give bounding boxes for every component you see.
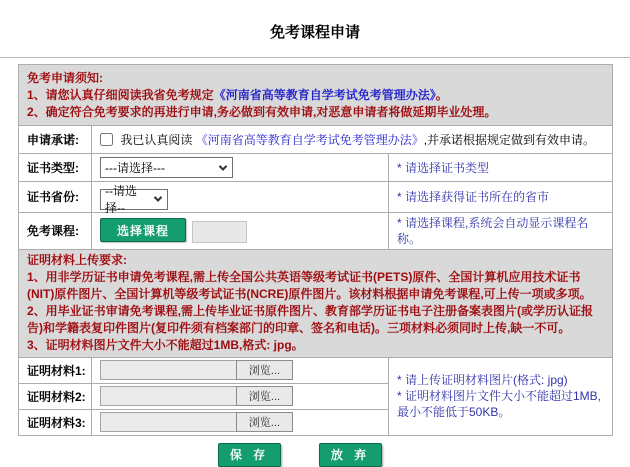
cert-province-select[interactable] [100, 184, 168, 215]
cert-type-row [19, 154, 613, 182]
page-title: 免考课程申请 [269, 24, 360, 41]
upload-hint-line-1: * 请上传证明材料图片(格式: jpg) [397, 373, 568, 387]
upload-1-file-field[interactable] [100, 360, 236, 380]
upload-3-label: 证明材料3: [19, 409, 92, 435]
cert-province-label: 证书省份: [19, 182, 92, 213]
notice-line-1: 1、请您认真仔细阅读我省免考规定《河南省高等教育自学考试免考管理办法》。 [27, 87, 448, 102]
upload-requirements-row [19, 249, 613, 357]
upload-requirements-heading: 证明材料上传要求: [27, 253, 127, 267]
upload-1-browse-button[interactable]: 浏览... [236, 360, 293, 380]
upload-2-file-input[interactable] [100, 386, 293, 406]
choose-course-button[interactable]: 选择课程 [100, 218, 186, 242]
regulation-link[interactable]: 《河南省高等教育自学考试免考管理办法》 [213, 87, 436, 102]
course-code-box [192, 221, 247, 243]
upload-row-1 [19, 357, 613, 383]
upload-2-file-field[interactable] [100, 386, 236, 406]
cert-province-hint: * 请选择获得证书所在的省市 [389, 182, 613, 213]
cert-type-select[interactable] [100, 157, 233, 178]
upload-1-label: 证明材料1: [19, 357, 92, 383]
notice-line-2: 2、确定符合免考要求的再进行申请,务必做到有效申请,对恶意申请者将做延期毕业处理。 [27, 104, 497, 119]
cert-type-selected-value: ---请选择--- [105, 161, 165, 175]
action-bar [0, 443, 600, 467]
cert-province-row [19, 182, 613, 213]
upload-requirements-line-1: 1、用非学历证书申请免考课程,需上传全国公共英语等级考试证书(PETS)原件、全国计算机应用技术证书(NIT)原件图片、全国计算机等级考试证书(NCRE)原件图片。该材料根据申请免考课程,可上传一项或多项。 [27, 270, 592, 301]
commitment-text-suffix: ,并承诺根据规定做到有效申请。 [423, 133, 596, 147]
upload-requirements-band [19, 249, 613, 357]
upload-3-file-field[interactable] [100, 412, 236, 432]
cert-province-selected-value: --请选择-- [105, 184, 137, 215]
upload-requirements-line-2: 2、用毕业证书审请免考课程,需上传毕业证书原件图片、教育部学历证书电子注册备案表图片(或学历认证报告)和学籍表复印件图片(复印件须有档案部门的印章、签名和电话)。三项材料必须同时上传,缺一不可。 [27, 304, 594, 335]
cert-type-label: 证书类型: [19, 154, 92, 182]
commitment-label: 申请承诺: [19, 126, 92, 154]
upload-2-browse-button[interactable]: 浏览... [236, 386, 293, 406]
upload-3-browse-button[interactable]: 浏览... [236, 412, 293, 432]
chevron-down-icon [154, 193, 162, 201]
chevron-down-icon [219, 162, 227, 170]
upload-requirements-line-3: 3、证明材料图片文件大小不能超过1MB,格式: jpg。 [27, 338, 304, 352]
notice-heading: 免考申请须知: [27, 70, 103, 85]
commitment-row [19, 126, 613, 154]
exempt-course-row [19, 212, 613, 249]
commitment-checkbox[interactable] [100, 133, 113, 146]
commitment-text-prefix: 我已认真阅读 [120, 133, 196, 147]
upload-1-file-input[interactable] [100, 360, 293, 380]
upload-2-label: 证明材料2: [19, 383, 92, 409]
notice-row [19, 65, 613, 126]
application-form-table [18, 64, 613, 436]
cert-type-hint: * 请选择证书类型 [389, 154, 613, 182]
title-divider [0, 57, 630, 58]
upload-3-file-input[interactable] [100, 412, 293, 432]
upload-hint-cell [389, 357, 613, 435]
exempt-course-hint: * 请选择课程,系统会自动显示课程名称。 [389, 212, 613, 249]
save-button[interactable]: 保 存 [218, 443, 281, 467]
notice-band [19, 65, 613, 126]
exempt-course-label: 免考课程: [19, 212, 92, 249]
commitment-cell [92, 126, 613, 154]
upload-hint-line-2: * 证明材料图片文件大小不能超过1MB,最小不能低于50KB。 [397, 389, 602, 419]
commitment-regulation-link[interactable]: 《河南省高等教育自学考试免考管理办法》 [195, 133, 424, 147]
abandon-button[interactable]: 放 弃 [319, 443, 382, 467]
